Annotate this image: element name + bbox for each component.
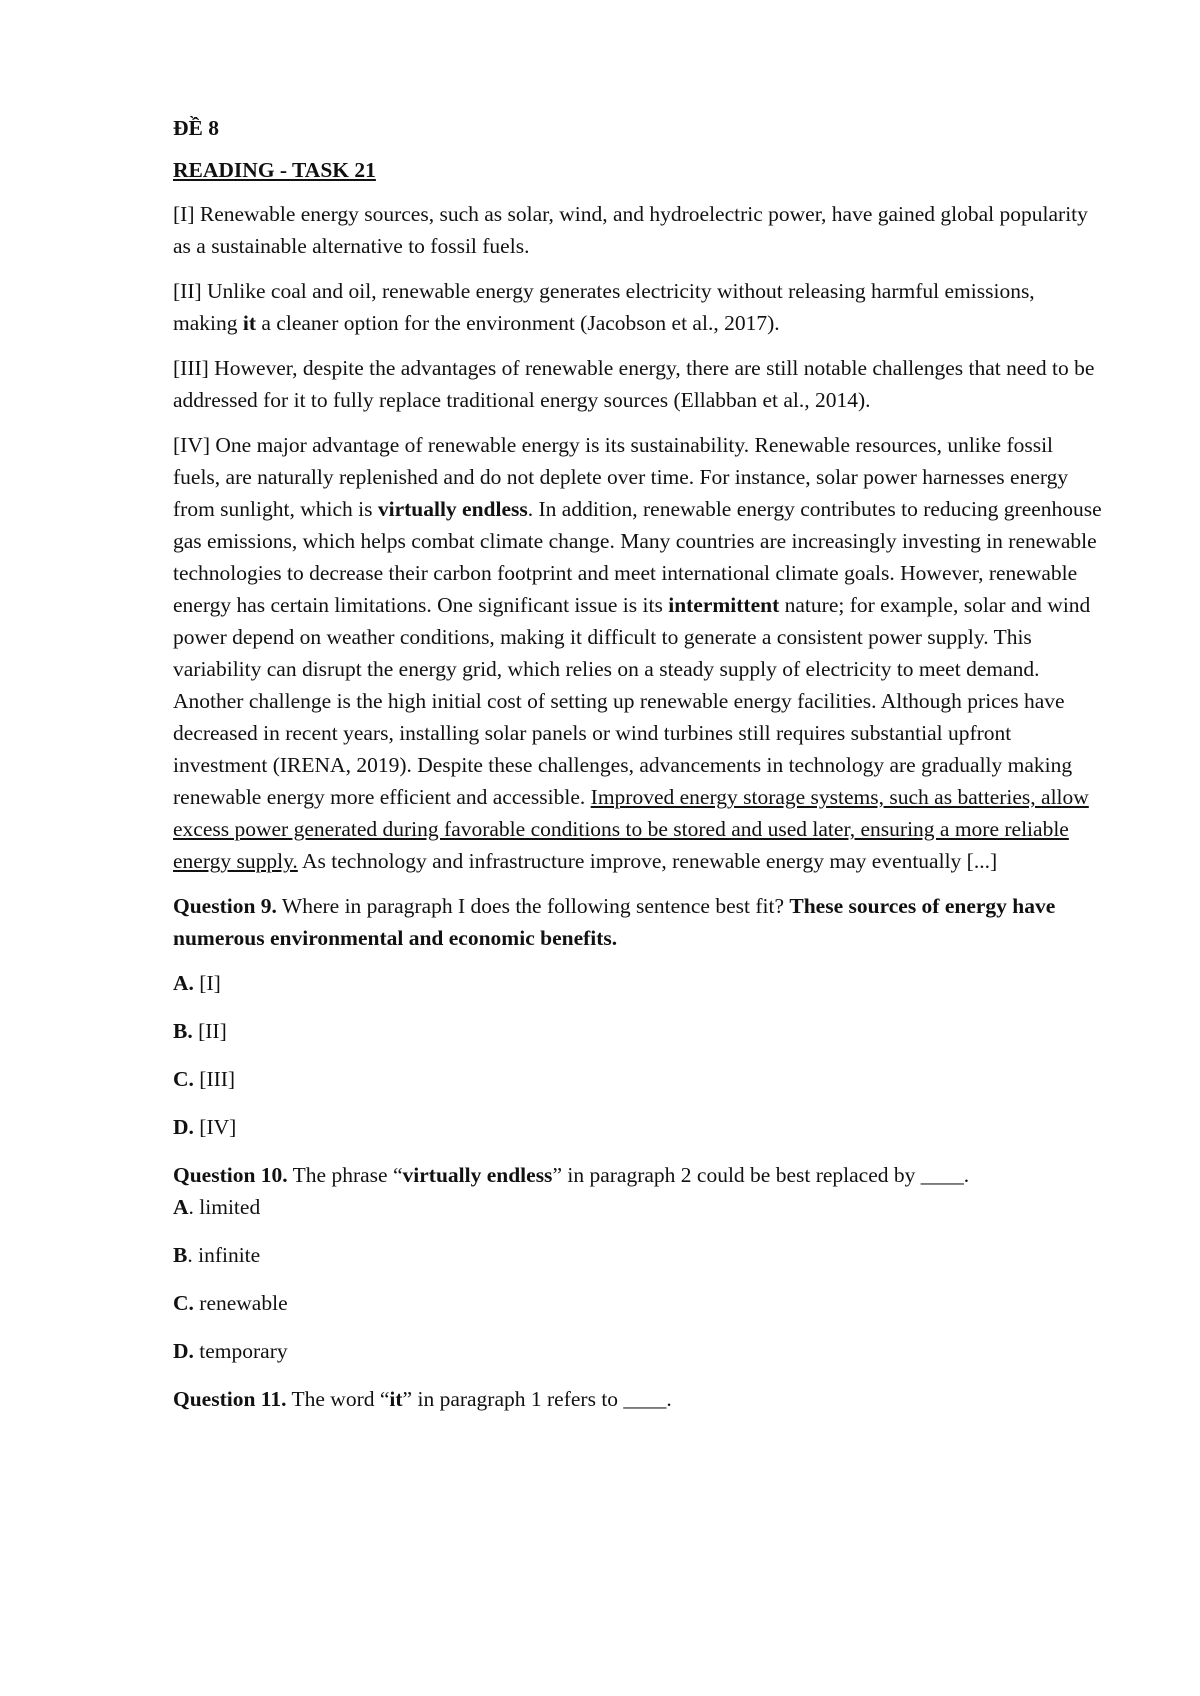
option-letter: D. (173, 1339, 194, 1363)
question-9 (173, 890, 1103, 954)
paragraph-2-text-c: a cleaner option for the environment (Jacobson et al., 2017). (256, 311, 780, 335)
paragraph-2-text-a: [II] Unlike coal and oil, renewable energy generates electricity without releasing harmful emissions, making (173, 279, 1035, 335)
option-letter: A (173, 1195, 189, 1219)
q9-option-d[interactable] (173, 1111, 1103, 1143)
question-9-sentence: These sources of energy have numerous environmental and economic benefits. (173, 894, 1056, 950)
task-heading: READING - TASK 21 (173, 158, 376, 182)
option-text: . infinite (187, 1243, 261, 1267)
option-letter: C. (173, 1067, 194, 1091)
q10-option-a[interactable] (173, 1191, 1103, 1223)
option-text: [II] (192, 1019, 227, 1043)
paragraph-4-text-a: [IV] One major advantage of renewable energy is its sustainability. Renewable resources, unlike fossil fuels, are naturally replenished and do not deplete over time. For instance, solar power harnesses energy from sunlight, which is (173, 433, 1069, 521)
option-text: [IV] (193, 1115, 237, 1139)
option-text: temporary (193, 1339, 288, 1363)
word-intermittent: intermittent (668, 593, 780, 617)
paragraph-3: [III] However, despite the advantages of renewable energy, there are still notable challenges that need to be addressed for it to fully replace traditional energy sources (Ellabban et al., 2014). (173, 356, 1095, 412)
option-letter: A. (173, 971, 194, 995)
underlined-sentence: Improved energy storage systems, such as batteries, allow excess power generated during favorable conditions to be stored and used later, ensuring a more reliable energy supply. (173, 785, 1089, 873)
option-text: . limited (188, 1195, 261, 1219)
paragraph-4-text-e: nature; for example, solar and wind power depend on weather conditions, making it difficult to generate a consistent power supply. This variability can disrupt the energy grid, which relies on a steady supply of electricity to meet demand. Another challenge is the high initial cost of setting up renewable energy facilities. Although prices have decreased in recent years, installing solar panels or wind turbines still requires substantial upfront investment (IRENA, 2019). Despite these challenges, advancements in technology are gradually making renewable energy more efficient and accessible. (173, 593, 1091, 809)
question-10-text-b: ” in paragraph 2 could be best replaced by ____. (552, 1163, 970, 1187)
question-9-text: Where in paragraph I does the following sentence best fit? (276, 894, 790, 918)
q9-option-b[interactable] (173, 1015, 1103, 1047)
option-text: [I] (193, 971, 221, 995)
q10-option-d[interactable] (173, 1335, 1103, 1367)
paragraph-4-text-c: . In addition, renewable energy contributes to reducing greenhouse gas emissions, which helps combat climate change. Many countries are increasingly investing in renewable technologies to decrease their carbon footprint and meet international climate goals. However, renewable energy has certain limitations. One significant issue is its (173, 497, 1102, 617)
option-letter: C. (173, 1291, 194, 1315)
question-11-label: Question 11. (173, 1387, 287, 1411)
q10-option-c[interactable] (173, 1287, 1103, 1319)
question-9-label: Question 9. (173, 894, 277, 918)
document-page (173, 112, 1103, 1431)
paragraph-4-text-g: As technology and infrastructure improve, renewable energy may eventually [...] (297, 849, 998, 873)
option-letter: B. (173, 1019, 193, 1043)
question-11-text-b: ” in paragraph 1 refers to ____. (402, 1387, 672, 1411)
question-11-text-a: The word “ (286, 1387, 390, 1411)
option-letter: D. (173, 1115, 194, 1139)
q10-option-b[interactable] (173, 1239, 1103, 1271)
option-letter: B (173, 1243, 188, 1267)
paragraph-2 (173, 275, 1103, 339)
question-11-word: it (389, 1387, 403, 1411)
phrase-virtually-endless: virtually endless (377, 497, 528, 521)
option-text: [III] (193, 1067, 236, 1091)
reference-word-it: it (242, 311, 257, 335)
question-10-text-a: The phrase “ (287, 1163, 403, 1187)
question-10-phrase: virtually endless (402, 1163, 553, 1187)
q9-option-a[interactable] (173, 967, 1103, 999)
exam-title: ĐỀ 8 (173, 116, 219, 140)
option-text: renewable (193, 1291, 288, 1315)
question-10-label: Question 10. (173, 1163, 288, 1187)
paragraph-1: [I] Renewable energy sources, such as solar, wind, and hydroelectric power, have gained global popularity as a sustainable alternative to fossil fuels. (173, 202, 1088, 258)
question-11 (173, 1383, 1103, 1415)
paragraph-4 (173, 429, 1103, 877)
question-10 (173, 1159, 1103, 1191)
q9-option-c[interactable] (173, 1063, 1103, 1095)
